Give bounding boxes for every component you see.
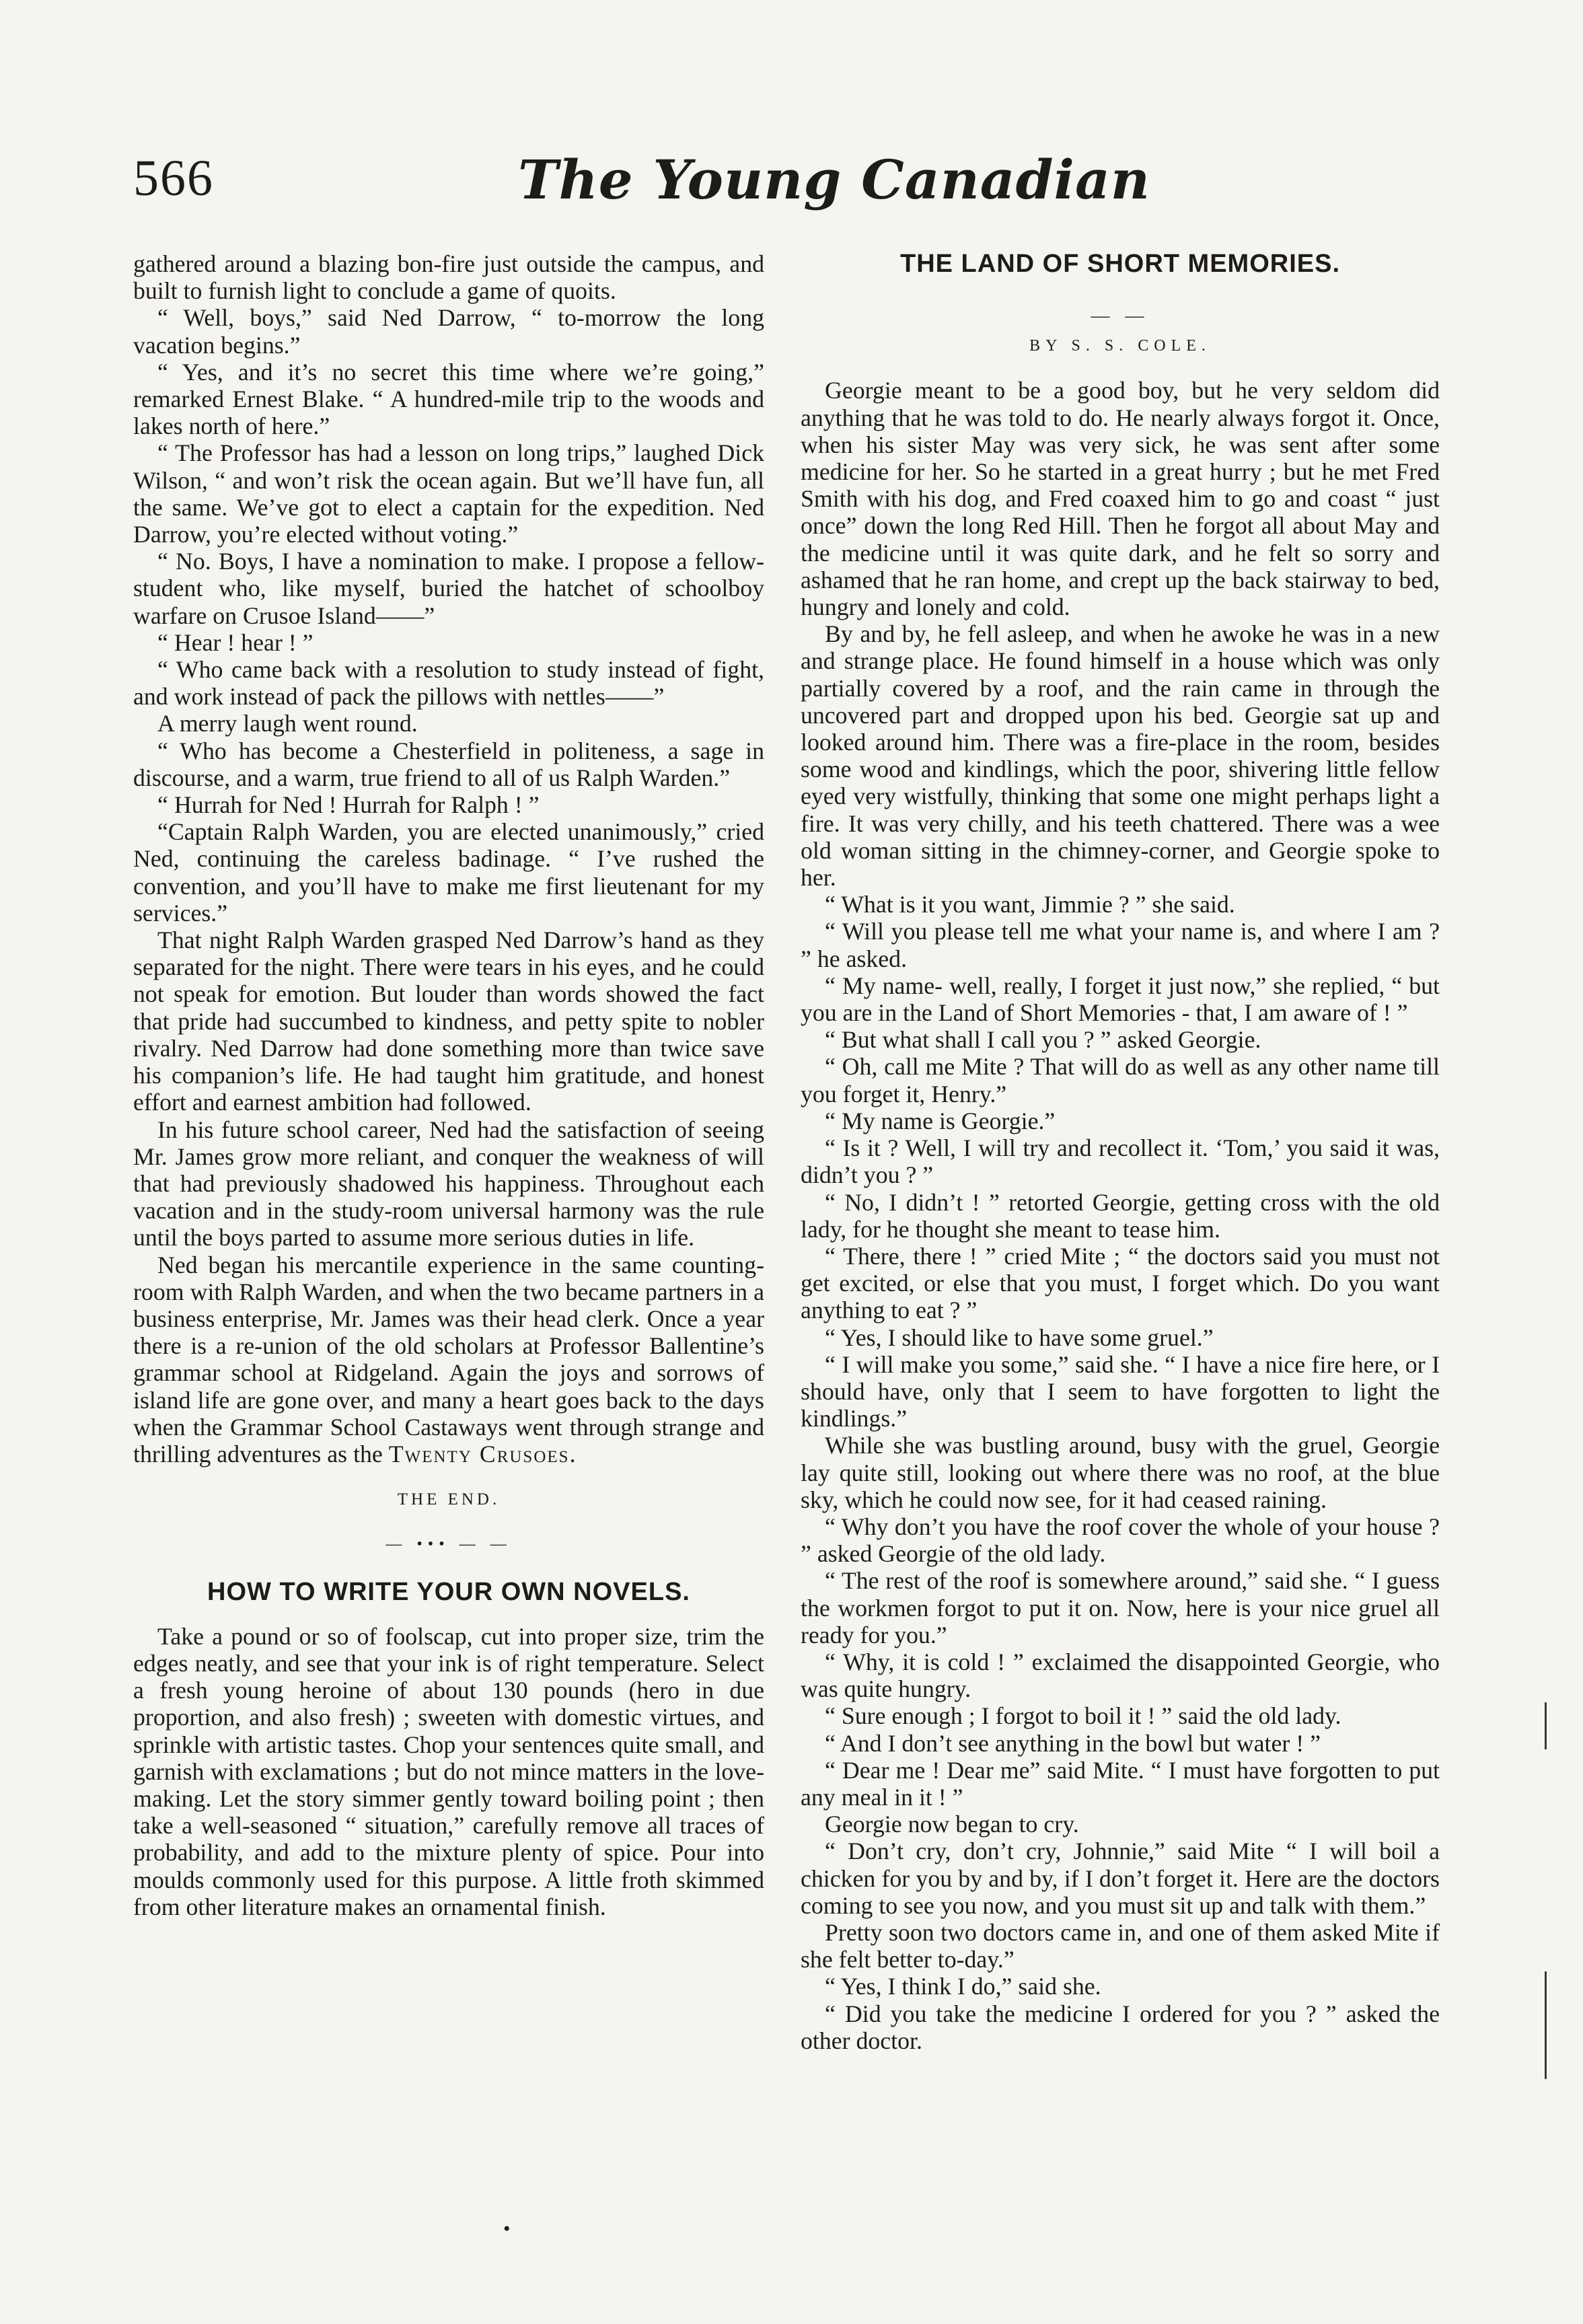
story-paragraph: In his future school career, Ned had the satisfaction of seeing Mr. James grow more reliant, and conquer the weakness of will that had previously shadowed his happiness. Throughout each vacation and in the study-room universal harmony was the rule until the boys parted to assume more serious duties in life. (133, 1116, 764, 1251)
margin-rule-mark (1545, 1702, 1547, 1749)
margin-rule-mark (1545, 1971, 1547, 2079)
page-number: 566 (133, 150, 214, 207)
story-paragraph: “ Why don’t you have the roof cover the whole of your house ? ” asked Georgie of the old lady. (801, 1513, 1440, 1568)
story-paragraph: “ Why, it is cold ! ” exclaimed the disappointed Georgie, who was quite hungry. (801, 1648, 1440, 1703)
story-paragraph: “ No, I didn’t ! ” retorted Georgie, getting cross with the old lady, for he thought she meant to tease him. (801, 1188, 1440, 1243)
story-paragraph: “ The Professor has had a lesson on long trips,” laughed Dick Wilson, “ and won’t risk the ocean again. But we’ll have fun, all the same. We’ve got to elect a captain for the expedition. Ned Darrow, you’re elected without voting.” (133, 439, 764, 548)
story-paragraph: Georgie now began to cry. (825, 1811, 1079, 1838)
story-paragraph: That night Ralph Warden grasped Ned Darrow’s hand as they separated for the night. There were tears in his eyes, and he could not speak for emotion. But louder than words showed the fact that pride had succumbed to kindness, and petty spite to nobler rivalry. Ned Darrow had done something more than twice save his companion’s life. He had taught him gratitude, and honest effort and earnest ambition had followed. (133, 927, 764, 1116)
story-paragraph: Georgie meant to be a good boy, but he very seldom did anything that he was told to do. He nearly always forgot it. Once, when his sister May was very sick, he was sent after some medicine for her. So he started in a great hurry ; but he met Fred Smith with his dog, and Fred coaxed him to go and coast “ just once” down the long Red Hill. Then he forgot all about May and the medicine until it was quite dark, and he felt so sorry and ashamed that he ran home, and crept up the back stairway to bed, hungry and lonely and cold. (801, 377, 1440, 621)
story-paragraph: “ Who came back with a resolution to study instead of fight, and work instead of pack the pillows with nettles——” (133, 656, 764, 711)
story-paragraph: “ And I don’t see anything in the bowl but water ! ” (825, 1729, 1321, 1757)
story-paragraph: “ Dear me ! Dear me” said Mite. “ I must have forgotten to put any meal in it ! ” (801, 1756, 1440, 1811)
series-name: Twenty Crusoes. (388, 1440, 577, 1467)
left-column (133, 250, 764, 1920)
story-paragraph: A merry laugh went round. (157, 710, 418, 737)
article-paragraph: Take a pound or so of foolscap, cut into proper size, trim the edges neatly, and see that your ink is of right temperature. Select a fresh young heroine of about 130 pounds (hero in due proportion, and also fresh) ; sweeten with domestic virtues, and sprinkle with artistic tastes. Chop your sentences quite small, and garnish with exclamations ; but do not mince matters in the love-making. Let the story simmer gently toward boiling point ; then take a well-seasoned “ situation,” carefully remove all traces of probability, and add to the mixture plenty of spice. Pour into moulds commonly used for this purpose. A little froth skimmed from other literature makes an ornamental finish. (133, 1622, 764, 1920)
story-paragraph: “ My name- well, really, I forget it just now,” she replied, “ but you are in the Land of Short Memories - that, I am aware of ! ” (801, 972, 1440, 1027)
story-paragraph-text: Ned began his mercantile experience in the same counting-room with Ralph Warden, and when the two became partners in a business enterprise, Mr. James was their head clerk. Once a year there is a re-union of the old scholars at Professor Ballentine’s grammar school at Ridgeland. Again the joys and sorrows of island life are gone over, and many a heart goes back to the days when the Grammar School Castaways went through strange and thrilling adventures as the (133, 1251, 764, 1467)
story-paragraph: “ Hurrah for Ned ! Hurrah for Ralph ! ” (157, 791, 540, 819)
story-paragraph: “ Hear ! hear ! ” (157, 628, 314, 656)
story-paragraph: “Captain Ralph Warden, you are elected unanimously,” cried Ned, continuing the careless badinage. “ I’ve rushed the convention, and you’ll have to make me first lieutenant for my services.” (133, 818, 764, 927)
article-title-memories: THE LAND OF SHORT MEMORIES. (900, 250, 1340, 278)
publication-title: The Young Canadian (518, 148, 1150, 211)
story-paragraph: “ Will you please tell me what your name is, and where I am ? ” he asked. (801, 918, 1440, 972)
the-end-mark: THE END. (397, 1490, 501, 1509)
story-paragraph: “ There, there ! ” cried Mite ; “ the doctors said you must not get excited, or else that you must, I forget which. Do you want anything to eat ? ” (801, 1242, 1440, 1324)
story-paragraph: “ Is it ? Well, I will try and recollect it. ‘Tom,’ you said it was, didn’t you ? ” (801, 1134, 1440, 1189)
story-paragraph: “ Yes, and it’s no secret this time where we’re going,” remarked Ernest Blake. “ A hundred-mile trip to the woods and lakes north of here.” (133, 358, 764, 440)
story-paragraph: gathered around a blazing bon-fire just outside the campus, and built to furnish light to conclude a game of quoits. (133, 250, 764, 305)
article-title-novels: HOW TO WRITE YOUR OWN NOVELS. (207, 1577, 690, 1606)
story-paragraph: While she was bustling around, busy with the gruel, Georgie lay quite still, looking out where there was no roof, at the blue sky, which he could now see, for it had ceased raining. (801, 1432, 1440, 1513)
story-paragraph: “ But what shall I call you ? ” asked Georgie. (825, 1026, 1261, 1054)
story-paragraph: Pretty soon two doctors came in, and one of them asked Mite if she felt better to-day.” (801, 1918, 1440, 1973)
story-paragraph: By and by, he fell asleep, and when he awoke he was in a new and strange place. He found himself in a house which was only partially covered by a roof, and the rain came in through the uncovered part and dropped upon his bed. Georgie sat up and looked around him. There was a fire-place in the room, besides some wood and kindlings, which the poor, shivering little fellow eyed very wistfully, thinking that some one might perhaps light a fire. It was very chilly, and his teeth chattered. There was a wee old woman sitting in the chimney-corner, and Georgie spoke to her. (801, 620, 1440, 892)
byline: BY S. S. COLE. (1029, 337, 1211, 355)
print-speck: • (503, 2218, 511, 2240)
right-column (801, 250, 1440, 2054)
story-paragraph: “ Yes, I should like to have some gruel.” (825, 1323, 1214, 1351)
story-paragraph: “ Did you take the medicine I ordered for you ? ” asked the other doctor. (801, 2000, 1440, 2054)
story-paragraph: “ Yes, I think I do,” said she. (825, 1973, 1101, 2000)
story-paragraph: “ What is it you want, Jimmie ? ” she said. (825, 891, 1235, 918)
story-paragraph: “ The rest of the roof is somewhere around,” said she. “ I guess the workmen forgot to put it on. Now, here is your nice gruel all ready for you.” (801, 1567, 1440, 1648)
story-paragraph: “ My name is Georgie.” (825, 1107, 1056, 1134)
story-paragraph: “ I will make you some,” said she. “ I have a nice fire here, or I should have, only that I seem to have forgotten to light the kindlings.” (801, 1350, 1440, 1432)
story-paragraph-final (133, 1251, 764, 1468)
story-paragraph: “ Don’t cry, don’t cry, Johnnie,” said Mite “ I will boil a chicken for you by and by, if I don’t forget it. Here are the doctors coming to see you now, and you must sit up and talk with them.” (801, 1838, 1440, 1919)
story-paragraph: “ No. Boys, I have a nomination to make. I propose a fellow-student who, like myself, buried the hatchet of schoolboy warfare on Crusoe Island——” (133, 548, 764, 629)
story-paragraph: “ Well, boys,” said Ned Darrow, “ to-morrow the long vacation begins.” (133, 304, 764, 359)
story-paragraph: “ Oh, call me Mite ? That will do as well as any other name till you forget it, Henry.” (801, 1053, 1440, 1107)
story-paragraph: “ Who has become a Chesterfield in politeness, a sage in discourse, and a warm, true friend to all of us Ralph Warden.” (133, 737, 764, 791)
title-dash: — — (1091, 305, 1150, 327)
story-paragraph: “ Sure enough ; I forgot to boil it ! ” said the old lady. (825, 1702, 1341, 1730)
section-ornament: — ••• — — (385, 1535, 512, 1554)
